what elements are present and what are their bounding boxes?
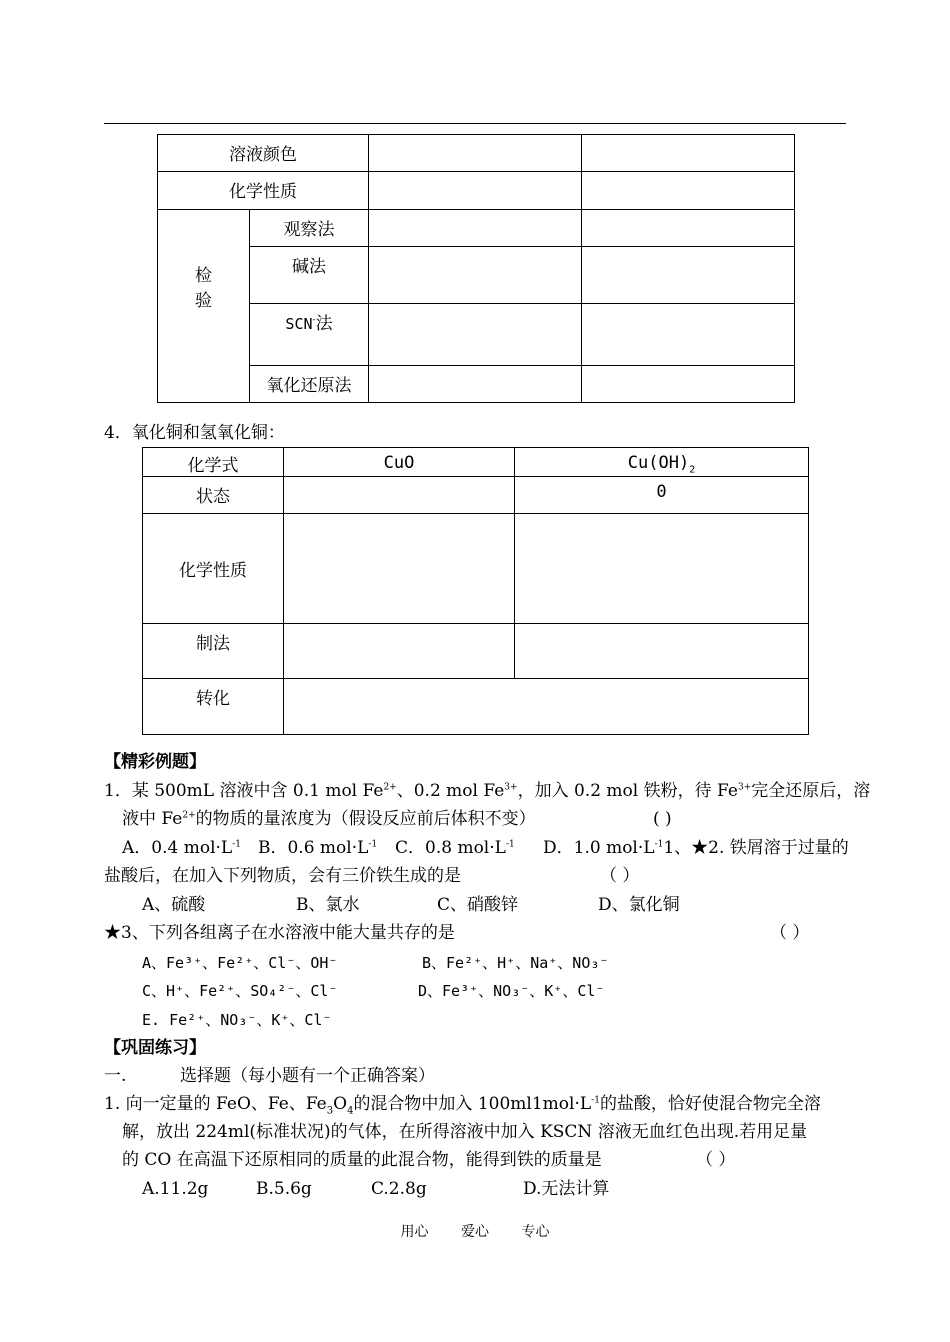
page-footer [0, 1221, 950, 1241]
row-label-chemical-properties: 化学性质 [143, 514, 284, 624]
text: 完全还原后，溶 [751, 781, 871, 801]
sub-label-scn-method [250, 304, 369, 366]
section-4-heading: 4．氧化铜和氢氧化铜： [104, 423, 285, 443]
footer-word-1: 用心 [400, 1224, 429, 1240]
cell-empty[interactable] [369, 172, 582, 210]
row-label-solution-color: 溶液颜色 [158, 135, 369, 172]
example-q1-option-d[interactable] [543, 837, 849, 859]
example-q2-option-c[interactable]: C、硝酸锌 [437, 895, 519, 915]
cell-empty[interactable] [369, 247, 582, 304]
examples-heading: 【精彩例题】 [104, 752, 206, 772]
cell-empty[interactable] [369, 135, 582, 172]
group-label-char-1: 检 [195, 266, 212, 286]
text: C．0.8 mol·L [395, 838, 506, 858]
scn-charge: - [312, 315, 316, 326]
cell-empty[interactable] [582, 304, 795, 366]
cuoh2-subscript: 2 [689, 464, 696, 476]
sub-label-observation: 观察法 [250, 210, 369, 247]
sup: -1 [505, 839, 515, 850]
example-q1-option-c[interactable] [395, 837, 515, 859]
practice-q1-option-a[interactable]: A.11.2g [142, 1179, 209, 1199]
cell-empty[interactable] [369, 366, 582, 403]
cell-empty[interactable] [515, 624, 809, 679]
cell-state-cuoh2: 0 [515, 477, 809, 514]
example-q2-answer-paren[interactable]: （ ） [600, 866, 640, 886]
cell-empty[interactable] [284, 679, 809, 735]
sup: -1 [232, 839, 241, 850]
footer-word-2: 爱心 [461, 1224, 489, 1240]
example-q3-option-d[interactable]: D、Fe³⁺、NO₃⁻、K⁺、Cl⁻ [418, 982, 605, 1000]
sub-label-redox-method: 氧化还原法 [250, 366, 369, 403]
scn-text: SCN [285, 315, 313, 333]
header-rule [104, 123, 846, 124]
example-q3-option-b[interactable]: B、Fe²⁺、H⁺、Na⁺、NO₃⁻ [422, 954, 609, 972]
sup: -1 [654, 839, 664, 850]
practice-q1-line2: 解，放出 224ml(标准状况)的气体，在所得溶液中加入 KSCN 溶液无血红色出现.若用足量 [122, 1122, 808, 1142]
text: B．0.6 mol·L [258, 838, 369, 858]
cell-empty[interactable] [515, 514, 809, 624]
text: O [333, 1094, 348, 1114]
row-label-state: 状态 [143, 477, 284, 514]
practice-part1-title: 选择题（每小题有一个正确答案） [180, 1066, 435, 1086]
text: 1. 向一定量的 FeO、Fe、Fe [104, 1094, 327, 1114]
row-label-chemical-properties: 化学性质 [158, 172, 369, 210]
footer-word-3: 专心 [521, 1224, 550, 1240]
example-q3-option-a[interactable]: A、Fe³⁺、Fe²⁺、Cl⁻、OH⁻ [142, 954, 338, 972]
example-q1-line1 [104, 780, 870, 802]
practice-q1-option-c[interactable]: C.2.8g [371, 1179, 427, 1199]
example-q1-line2 [122, 808, 536, 830]
text: 的物质的量浓度为（假设反应前后体积不变） [195, 809, 536, 829]
text: ，加入 0.2 mol 铁粉，待 Fe [517, 781, 738, 801]
cell-empty[interactable] [369, 210, 582, 247]
practice-q1-line3: 的 CO 在高温下还原相同的质量的此混合物，能得到铁的质量是 [122, 1150, 602, 1170]
example-q2-option-b[interactable]: B、氯水 [296, 895, 360, 915]
example-q3-option-c[interactable]: C、H⁺、Fe²⁺、SO₄²⁻、Cl⁻ [142, 982, 338, 1000]
cell-empty[interactable] [582, 247, 795, 304]
practice-q1-option-b[interactable]: B.5.6g [256, 1179, 312, 1199]
col-header-formula: 化学式 [143, 448, 284, 477]
example-q2-option-d[interactable]: D、氯化铜 [598, 895, 680, 915]
cell-empty[interactable] [582, 210, 795, 247]
scn-suffix: 法 [315, 314, 333, 334]
example-q2-option-a[interactable]: A、硫酸 [142, 895, 206, 915]
example-q3-option-e[interactable]: E. Fe²⁺、NO₃⁻、K⁺、Cl⁻ [142, 1011, 332, 1029]
cell-empty[interactable] [582, 135, 795, 172]
sup: 2+ [383, 782, 397, 793]
cell-empty[interactable] [582, 172, 795, 210]
group-label-char-2: 验 [195, 291, 212, 311]
example-q3-answer-paren[interactable]: （ ） [770, 923, 810, 943]
text: 的盐酸，恰好使混合物完全溶 [599, 1094, 821, 1114]
sup: -1 [591, 1095, 600, 1106]
example-q1-answer-paren[interactable]: ( ) [653, 809, 672, 829]
sup: 2+ [182, 810, 196, 821]
text: 1、★2. 铁屑溶于过量的 [663, 838, 849, 858]
text: A．0.4 mol·L [122, 838, 233, 858]
text: 的混合物中加入 100ml1mol·L [353, 1094, 592, 1114]
copper-compounds-table [142, 447, 809, 735]
row-label-conversion: 转化 [143, 679, 284, 735]
cell-empty[interactable] [369, 304, 582, 366]
sub: 3 [326, 1105, 334, 1117]
sup: -1 [368, 839, 378, 850]
example-q3-line: ★3、下列各组离子在水溶液中能大量共存的是 [104, 923, 455, 943]
text: 1．某 500mL 溶液中含 0.1 mol Fe [104, 781, 384, 801]
row-label-preparation: 制法 [143, 624, 284, 679]
practice-q1-answer-paren[interactable]: （ ） [696, 1150, 736, 1170]
sup: 3+ [737, 782, 752, 793]
cuoh2-formula: Cu(OH) [627, 453, 690, 473]
cell-empty[interactable] [284, 477, 515, 514]
text: D．1.0 mol·L [543, 838, 655, 858]
text: 液中 Fe [122, 809, 183, 829]
example-q1-option-b[interactable] [258, 837, 377, 859]
col-header-cuoh2 [515, 448, 809, 477]
cell-empty[interactable] [284, 514, 515, 624]
practice-heading: 【巩固练习】 [104, 1038, 206, 1058]
example-q2-line: 盐酸后，在加入下列物质，会有三价铁生成的是 [104, 866, 461, 886]
practice-part1-number: 一. [104, 1066, 127, 1086]
ion-test-table [157, 134, 795, 403]
text: 、0.2 mol Fe [396, 781, 505, 801]
practice-q1-line1 [104, 1093, 821, 1115]
group-label-detection [158, 210, 250, 403]
cell-empty[interactable] [582, 366, 795, 403]
example-q1-option-a[interactable] [122, 837, 241, 859]
sub-label-base-method: 碱法 [250, 247, 369, 304]
cell-empty[interactable] [284, 624, 515, 679]
sub: 4 [347, 1105, 354, 1117]
practice-q1-option-d[interactable]: D.无法计算 [523, 1179, 610, 1199]
col-header-cuo: CuO [284, 448, 515, 477]
sup: 3+ [504, 782, 518, 793]
